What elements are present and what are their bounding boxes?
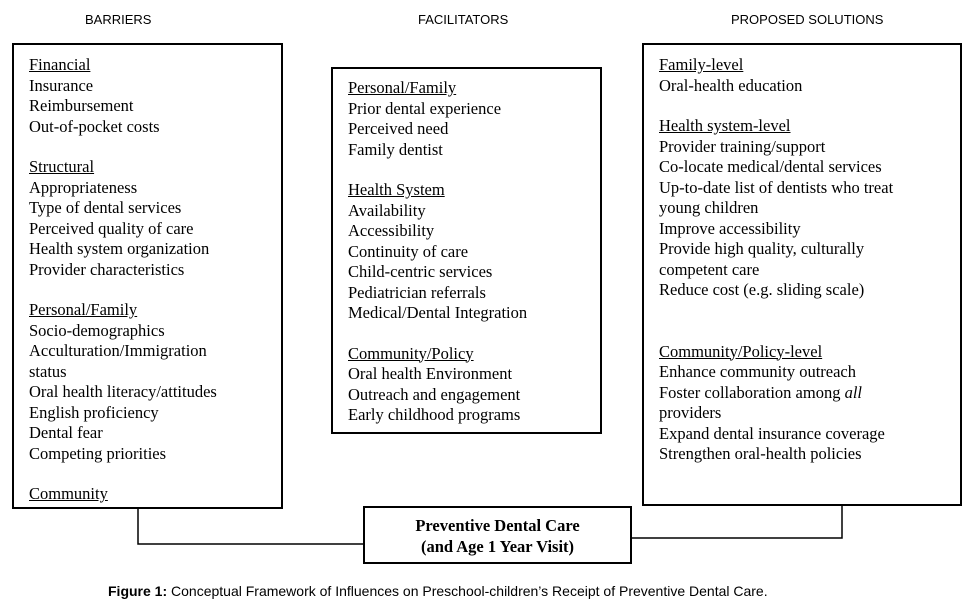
list-item: Early childhood programs bbox=[348, 405, 521, 424]
list-item: Acculturation/Immigration bbox=[29, 341, 207, 360]
list-item: Perceived need bbox=[348, 119, 449, 138]
outcome-line1: Preventive Dental Care bbox=[415, 516, 580, 535]
list-item-text: Foster collaboration among bbox=[659, 382, 845, 402]
barriers-header: BARRIERS bbox=[85, 12, 152, 27]
list-item: Continuity of care bbox=[348, 241, 469, 261]
list-item: Outreach and engagement bbox=[348, 384, 521, 404]
list-item: Provide high quality, culturally bbox=[659, 239, 865, 258]
list-item: Up-to-date list of dentists who treat bbox=[659, 177, 894, 197]
list-item: Enhance community outreach bbox=[659, 362, 857, 381]
list-item: Socio-demographics bbox=[29, 320, 165, 340]
facilitators-personal-section bbox=[348, 78, 600, 160]
emphasis-text: all bbox=[844, 382, 863, 402]
list-item: Dental fear bbox=[29, 423, 103, 442]
outcome-line2: (and Age 1 Year Visit) bbox=[420, 537, 575, 556]
list-item: Insurance bbox=[29, 75, 94, 95]
list-item: competent care bbox=[659, 259, 760, 279]
list-item: Perceived quality of care bbox=[29, 218, 194, 238]
facilitators-header: FACILITATORS bbox=[418, 12, 509, 27]
barriers-financial-section bbox=[29, 55, 281, 137]
section-title: Community/Policy bbox=[348, 343, 474, 363]
list-item: Pediatrician referrals bbox=[348, 282, 486, 302]
list-item bbox=[659, 383, 960, 404]
caption-label: Figure 1: bbox=[108, 583, 168, 599]
barriers-connector bbox=[138, 508, 363, 544]
outcome-box bbox=[363, 506, 632, 564]
list-item: Improve accessibility bbox=[659, 218, 801, 238]
section-title: Health System bbox=[348, 180, 445, 199]
facilitators-health-system-section bbox=[348, 180, 600, 324]
figure-caption bbox=[108, 583, 768, 599]
list-item: Availability bbox=[348, 200, 426, 220]
list-item: Competing priorities bbox=[29, 443, 167, 463]
list-item: Accessibility bbox=[348, 221, 435, 240]
section-title: Community/Policy-level bbox=[659, 341, 823, 361]
list-item: Appropriateness bbox=[29, 177, 138, 197]
list-item: Reimbursement bbox=[29, 96, 134, 115]
list-item: Health system organization bbox=[29, 239, 210, 258]
list-item: Oral-health education bbox=[659, 75, 803, 95]
list-item: Strengthen oral-health policies bbox=[659, 444, 862, 463]
list-item: Out-of-pocket costs bbox=[29, 116, 160, 136]
list-item: Type of dental services bbox=[29, 198, 182, 217]
facilitators-community-section bbox=[348, 344, 600, 426]
section-title: Financial bbox=[29, 55, 91, 74]
list-item: Expand dental insurance coverage bbox=[659, 423, 885, 443]
list-item: providers bbox=[659, 403, 722, 422]
section-title: Personal/Family bbox=[29, 300, 138, 319]
list-item: Oral health literacy/attitudes bbox=[29, 382, 217, 401]
list-item: Family dentist bbox=[348, 139, 443, 159]
list-item: English proficiency bbox=[29, 402, 159, 422]
barriers-structural-section bbox=[29, 157, 281, 280]
list-item: status bbox=[29, 361, 67, 381]
list-item: Child-centric services bbox=[348, 262, 493, 281]
facilitators-box bbox=[331, 67, 602, 434]
list-item: Provider training/support bbox=[659, 136, 826, 156]
caption-text: Conceptual Framework of Influences on Preschool-children’s Receipt of Preventive Dental Care. bbox=[167, 583, 768, 599]
list-item: Co-locate medical/dental services bbox=[659, 157, 882, 176]
list-item: Reduce cost (e.g. sliding scale) bbox=[659, 280, 865, 299]
barriers-box bbox=[12, 43, 283, 509]
section-title: Structural bbox=[29, 157, 95, 176]
list-item: Oral health Environment bbox=[348, 364, 513, 383]
section-title: Health system-level bbox=[659, 116, 791, 135]
section-title: Family-level bbox=[659, 55, 744, 74]
section-title: Community bbox=[29, 484, 108, 503]
list-item: young children bbox=[659, 198, 759, 217]
list-item: Medical/Dental Integration bbox=[348, 303, 528, 322]
solutions-health-system-section bbox=[659, 116, 960, 301]
section-title: Personal/Family bbox=[348, 78, 457, 97]
solutions-family-section bbox=[659, 55, 960, 96]
solutions-box bbox=[642, 43, 962, 506]
solutions-header: PROPOSED SOLUTIONS bbox=[731, 12, 884, 27]
solutions-community-section bbox=[659, 342, 960, 465]
list-item: Prior dental experience bbox=[348, 98, 502, 118]
list-item: Provider characteristics bbox=[29, 259, 185, 279]
barriers-community-section bbox=[29, 484, 281, 505]
solutions-connector bbox=[632, 505, 842, 538]
barriers-personal-section bbox=[29, 300, 281, 464]
